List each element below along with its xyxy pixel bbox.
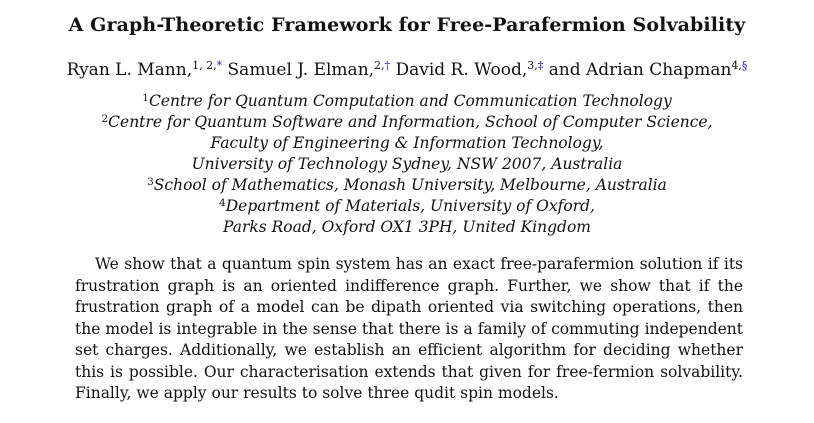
author-affil-sup: 1, 2, (192, 59, 217, 72)
author-list (0, 60, 814, 80)
affiliation-2 (0, 112, 814, 133)
affiliation-sup: 1 (142, 92, 149, 104)
author-2 (228, 60, 391, 80)
affiliation-3 (0, 175, 814, 196)
paper-title: A Graph-Theoretic Framework for Free-Parafermion Solvability (68, 14, 746, 36)
author-connector: and (548, 60, 581, 80)
author-affil-sup: 2, (374, 59, 385, 72)
affiliation-2-line-2: Faculty of Engineering & Information Technology, (210, 134, 604, 152)
author-email-mark[interactable]: † (384, 59, 391, 72)
affiliation-sup: 3 (147, 176, 154, 188)
affiliation-text: Department of Materials, University of Oxford, (225, 197, 595, 215)
affiliation-2-line-3: University of Technology Sydney, NSW 2007, Australia (191, 155, 623, 173)
affiliation-4 (0, 196, 814, 217)
author-name: Ryan L. Mann, (66, 60, 193, 80)
author-1 (67, 60, 223, 80)
affiliation-text: School of Mathematics, Monash University, Melbourne, Australia (153, 176, 667, 194)
affiliation-1 (0, 91, 814, 112)
abstract-text: We show that a quantum spin system has an exact free-parafermion solution if its frustration graph is an oriented indifference graph. Further, we show that if the frustration graph of a model can be dipath oriented via switching operations, then the model is integrable in the sense that there is a family of commuting independent set charges. Additionally, we establish an efficient algorithm for deciding whether this is possible. Our characterisation extends that given for free-fermion solvability. Finally, we apply our results to solve three qudit spin models. (75, 255, 743, 402)
author-name: Samuel J. Elman, (227, 60, 375, 80)
affiliation-4-line-2: Parks Road, Oxford OX1 3PH, United Kingdom (222, 218, 592, 236)
affiliation-text: Centre for Quantum Software and Information, School of Computer Science, (108, 113, 713, 131)
abstract (75, 254, 743, 405)
author-email-mark[interactable]: ‡ (537, 59, 544, 72)
author-name: David R. Wood, (395, 60, 528, 80)
author-affil-sup: 3, (527, 59, 538, 72)
author-email-mark[interactable]: § (741, 59, 748, 72)
author-name: Adrian Chapman (586, 60, 732, 80)
affiliations (0, 91, 814, 238)
author-affil-sup: 4, (731, 59, 742, 72)
affiliation-text: Centre for Quantum Computation and Communication Technology (148, 92, 672, 110)
affiliation-sup: 2 (101, 113, 109, 125)
author-4 (586, 60, 747, 80)
author-3 (395, 60, 543, 80)
affiliation-sup: 4 (219, 197, 226, 209)
author-email-mark[interactable]: * (216, 59, 223, 72)
